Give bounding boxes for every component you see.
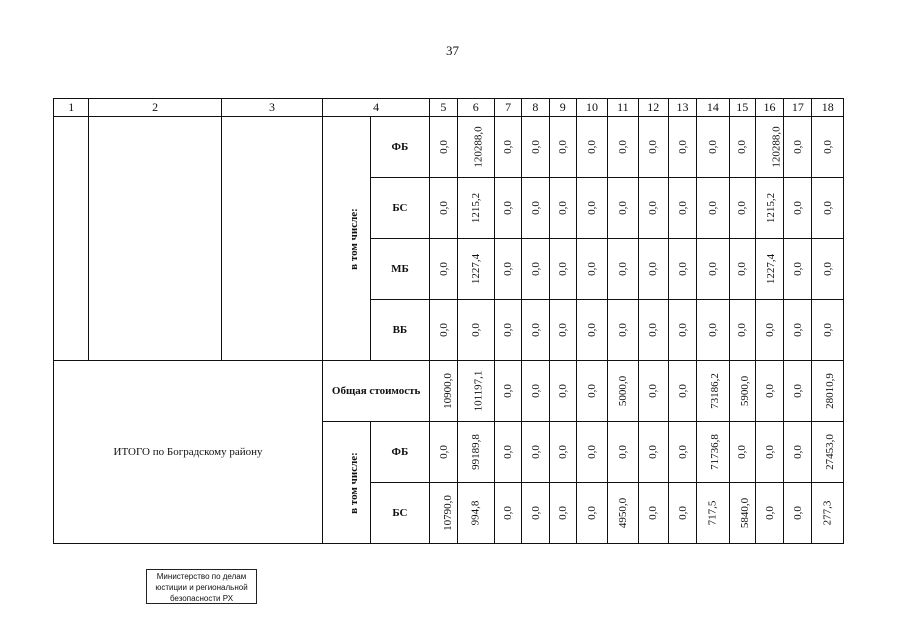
value-cell: 1227,4 bbox=[755, 239, 783, 300]
header-cell: 17 bbox=[784, 99, 812, 117]
value-cell: 73186,2 bbox=[697, 361, 729, 422]
value-cell: 0,0 bbox=[812, 117, 844, 178]
value-cell: 28010,9 bbox=[812, 361, 844, 422]
value-cell: 5900,0 bbox=[729, 361, 755, 422]
value-cell: 0,0 bbox=[784, 300, 812, 361]
value-cell: 0,0 bbox=[494, 117, 521, 178]
value-cell: 0,0 bbox=[812, 300, 844, 361]
value-cell: 0,0 bbox=[729, 300, 755, 361]
table-row bbox=[54, 117, 844, 178]
value-cell: 71736,8 bbox=[697, 422, 729, 483]
value-cell: 0,0 bbox=[668, 300, 696, 361]
stamp-line: Министерство по делам bbox=[156, 572, 247, 581]
header-row bbox=[54, 99, 844, 117]
value-cell: 0,0 bbox=[729, 117, 755, 178]
header-cell: 11 bbox=[608, 99, 638, 117]
value-cell: 99189,8 bbox=[457, 422, 494, 483]
value-cell: 0,0 bbox=[784, 178, 812, 239]
value-cell: 0,0 bbox=[697, 117, 729, 178]
value-cell: 0,0 bbox=[430, 117, 457, 178]
value-cell: 10900,0 bbox=[430, 361, 457, 422]
value-cell: 0,0 bbox=[784, 422, 812, 483]
value-cell: 0,0 bbox=[549, 300, 576, 361]
group-label-cell bbox=[323, 422, 371, 544]
ministry-stamp bbox=[146, 569, 257, 604]
group-label: в том числе: bbox=[347, 207, 360, 270]
value-cell: 0,0 bbox=[697, 300, 729, 361]
value-cell: 0,0 bbox=[668, 117, 696, 178]
header-cell: 4 bbox=[323, 99, 430, 117]
value-cell: 0,0 bbox=[755, 422, 783, 483]
header-cell: 7 bbox=[494, 99, 521, 117]
value-cell: 0,0 bbox=[638, 178, 668, 239]
header-cell: 15 bbox=[729, 99, 755, 117]
value-cell: 0,0 bbox=[697, 239, 729, 300]
stamp-line: юстиции и региональной bbox=[155, 583, 248, 592]
value-cell: 0,0 bbox=[494, 300, 521, 361]
value-cell: 0,0 bbox=[784, 483, 812, 544]
value-cell: 0,0 bbox=[638, 117, 668, 178]
value-cell: 0,0 bbox=[755, 300, 783, 361]
row-label: МБ bbox=[370, 239, 430, 300]
value-cell: 1215,2 bbox=[755, 178, 783, 239]
value-cell: 0,0 bbox=[549, 483, 576, 544]
header-cell: 3 bbox=[221, 99, 322, 117]
header-cell: 8 bbox=[522, 99, 549, 117]
value-cell: 0,0 bbox=[576, 483, 607, 544]
value-cell: 0,0 bbox=[729, 239, 755, 300]
value-cell: 0,0 bbox=[812, 178, 844, 239]
value-cell: 0,0 bbox=[784, 117, 812, 178]
value-cell: 0,0 bbox=[430, 422, 457, 483]
value-cell: 0,0 bbox=[494, 239, 521, 300]
value-cell: 0,0 bbox=[608, 178, 638, 239]
value-cell: 0,0 bbox=[755, 361, 783, 422]
row-label: ФБ bbox=[370, 117, 430, 178]
value-cell: 0,0 bbox=[608, 117, 638, 178]
table-row bbox=[54, 361, 844, 422]
row-label: БС bbox=[370, 178, 430, 239]
value-cell: 0,0 bbox=[638, 239, 668, 300]
value-cell: 0,0 bbox=[457, 300, 494, 361]
value-cell: 10790,0 bbox=[430, 483, 457, 544]
value-cell: 0,0 bbox=[576, 361, 607, 422]
value-cell: 0,0 bbox=[522, 361, 549, 422]
value-cell: 277,3 bbox=[812, 483, 844, 544]
value-cell: 0,0 bbox=[638, 422, 668, 483]
header-cell: 12 bbox=[638, 99, 668, 117]
value-cell: 0,0 bbox=[522, 300, 549, 361]
value-cell: 0,0 bbox=[668, 239, 696, 300]
header-cell: 6 bbox=[457, 99, 494, 117]
group-label: в том числе: bbox=[347, 451, 360, 514]
value-cell: 0,0 bbox=[494, 483, 521, 544]
value-cell: 0,0 bbox=[576, 422, 607, 483]
stamp-line: безопасности РХ bbox=[169, 594, 234, 603]
blank-cell bbox=[221, 117, 322, 361]
group-label-cell bbox=[323, 117, 371, 361]
value-cell: 0,0 bbox=[608, 300, 638, 361]
value-cell: 0,0 bbox=[784, 239, 812, 300]
value-cell: 0,0 bbox=[430, 239, 457, 300]
value-cell: 0,0 bbox=[608, 422, 638, 483]
value-cell: 0,0 bbox=[755, 483, 783, 544]
blank-cell bbox=[89, 117, 222, 361]
value-cell: 0,0 bbox=[668, 361, 696, 422]
page-number: 37 bbox=[446, 43, 459, 58]
value-cell: 0,0 bbox=[729, 422, 755, 483]
value-cell: 27453,0 bbox=[812, 422, 844, 483]
value-cell: 1227,4 bbox=[457, 239, 494, 300]
value-cell: 0,0 bbox=[812, 239, 844, 300]
value-cell: 0,0 bbox=[729, 178, 755, 239]
total-label: ИТОГО по Боградскому району bbox=[54, 361, 323, 544]
value-cell: 0,0 bbox=[668, 178, 696, 239]
value-cell: 0,0 bbox=[549, 117, 576, 178]
value-cell: 0,0 bbox=[697, 178, 729, 239]
header-cell: 9 bbox=[549, 99, 576, 117]
header-cell: 18 bbox=[812, 99, 844, 117]
value-cell: 994,8 bbox=[457, 483, 494, 544]
value-cell: 0,0 bbox=[522, 239, 549, 300]
value-cell: 0,0 bbox=[522, 483, 549, 544]
value-cell: 0,0 bbox=[576, 300, 607, 361]
value-cell: 0,0 bbox=[494, 422, 521, 483]
value-cell: 4950,0 bbox=[608, 483, 638, 544]
value-cell: 0,0 bbox=[638, 361, 668, 422]
row-label: ФБ bbox=[370, 422, 430, 483]
value-cell: 0,0 bbox=[784, 361, 812, 422]
value-cell: 0,0 bbox=[638, 483, 668, 544]
row-label: БС bbox=[370, 483, 430, 544]
value-cell: 5840,0 bbox=[729, 483, 755, 544]
value-cell: 1215,2 bbox=[457, 178, 494, 239]
value-cell: 0,0 bbox=[549, 178, 576, 239]
value-cell: 120288,0 bbox=[457, 117, 494, 178]
value-cell: 0,0 bbox=[522, 178, 549, 239]
value-cell: 0,0 bbox=[668, 422, 696, 483]
value-cell: 0,0 bbox=[576, 117, 607, 178]
value-cell: 120288,0 bbox=[755, 117, 783, 178]
value-cell: 0,0 bbox=[494, 361, 521, 422]
value-cell: 101197,1 bbox=[457, 361, 494, 422]
header-cell: 10 bbox=[576, 99, 607, 117]
value-cell: 0,0 bbox=[522, 422, 549, 483]
value-cell: 5000,0 bbox=[608, 361, 638, 422]
value-cell: 0,0 bbox=[522, 117, 549, 178]
value-cell: 0,0 bbox=[549, 422, 576, 483]
header-cell: 1 bbox=[54, 99, 89, 117]
header-cell: 5 bbox=[430, 99, 457, 117]
row-label: ВБ bbox=[370, 300, 430, 361]
blank-cell bbox=[54, 117, 89, 361]
value-cell: 0,0 bbox=[576, 239, 607, 300]
value-cell: 0,0 bbox=[668, 483, 696, 544]
report-table bbox=[53, 98, 844, 544]
value-cell: 0,0 bbox=[494, 178, 521, 239]
value-cell: 717,5 bbox=[697, 483, 729, 544]
header-cell: 2 bbox=[89, 99, 222, 117]
value-cell: 0,0 bbox=[638, 300, 668, 361]
header-cell: 16 bbox=[755, 99, 783, 117]
header-cell: 13 bbox=[668, 99, 696, 117]
row-label: Общая стоимость bbox=[323, 361, 430, 422]
header-cell: 14 bbox=[697, 99, 729, 117]
value-cell: 0,0 bbox=[430, 300, 457, 361]
value-cell: 0,0 bbox=[549, 361, 576, 422]
value-cell: 0,0 bbox=[430, 178, 457, 239]
value-cell: 0,0 bbox=[576, 178, 607, 239]
value-cell: 0,0 bbox=[608, 239, 638, 300]
value-cell: 0,0 bbox=[549, 239, 576, 300]
